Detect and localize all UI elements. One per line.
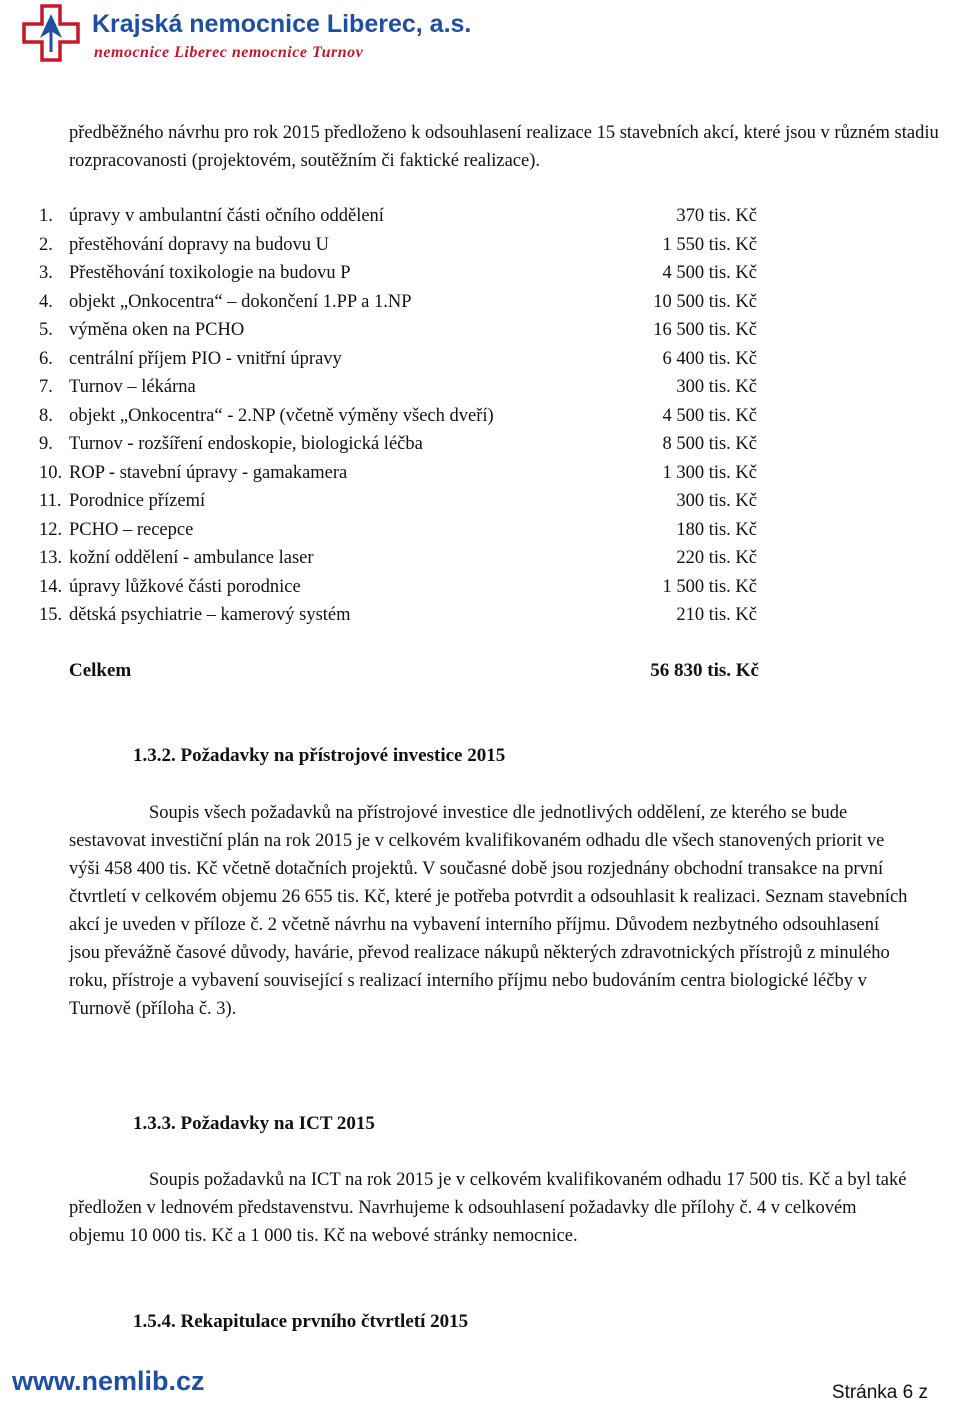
item-number: 4. — [39, 291, 53, 312]
list-item — [39, 345, 799, 374]
item-name: PCHO – recepce — [69, 519, 194, 540]
item-name: Přestěhování toxikologie na budovu P — [69, 263, 351, 283]
item-number: 6. — [39, 348, 53, 369]
item-number: 11. — [39, 491, 62, 511]
section-heading-ict: 1.3.3. Požadavky na ICT 2015 — [133, 1113, 375, 1134]
list-item — [39, 430, 799, 459]
item-number: 12. — [39, 519, 63, 540]
item-name: Turnov – lékárna — [69, 377, 196, 397]
item-amount: 16 500 tis. Kč — [653, 320, 757, 340]
item-name: ROP - stavební úpravy - gamakamera — [69, 462, 348, 483]
item-amount: 300 tis. Kč — [676, 491, 757, 511]
item-number: 8. — [39, 405, 53, 426]
item-name: výměna oken na PCHO — [69, 320, 245, 340]
section-heading-recap: 1.5.4. Rekapitulace prvního čtvrtletí 2015 — [133, 1311, 469, 1332]
page-number: Stránka 6 z — [831, 1382, 928, 1403]
item-amount: 180 tis. Kč — [676, 519, 757, 540]
item-number: 13. — [39, 548, 63, 568]
list-item — [39, 459, 799, 488]
item-name: centrální příjem PIO - vnitřní úpravy — [69, 348, 342, 369]
list-item — [39, 487, 799, 516]
total-label: Celkem — [69, 660, 132, 681]
item-amount: 1 550 tis. Kč — [662, 234, 757, 255]
item-amount: 4 500 tis. Kč — [662, 263, 757, 283]
section-heading-instruments: 1.3.2. Požadavky na přístrojové investice 2015 — [133, 745, 506, 766]
item-amount: 300 tis. Kč — [676, 377, 757, 397]
item-number: 1. — [39, 206, 53, 226]
item-name: úpravy v ambulantní části očního oddělení — [69, 206, 384, 226]
item-number: 10. — [39, 462, 63, 483]
total-row — [69, 657, 759, 685]
item-number: 7. — [39, 377, 53, 397]
section-text-ict: Soupis požadavků na ICT na rok 2015 je v celkovém kvalifikovaném odhadu 17 500 tis. Kč a byl také předložen v lednovém představenstvu. Navrhujeme k odsouhlasení požadavky dle přílohy č. 4 v celkovém objemu 10 000 tis. Kč a 1 000 tis. Kč na webové stránky nemocnice. — [69, 1170, 907, 1246]
medical-cross-icon — [22, 4, 80, 62]
list-item — [39, 516, 799, 545]
projects-list — [39, 202, 799, 630]
item-amount: 210 tis. Kč — [676, 605, 757, 625]
list-item — [39, 202, 799, 231]
item-name: kožní oddělení - ambulance laser — [69, 548, 314, 568]
hospital-logo — [22, 4, 472, 66]
item-number: 15. — [39, 605, 63, 625]
list-item — [39, 288, 799, 317]
item-name: Porodnice přízemí — [69, 491, 206, 511]
item-name: objekt „Onkocentra“ - 2.NP (včetně výměny všech dveří) — [69, 405, 494, 426]
item-amount: 6 400 tis. Kč — [662, 348, 757, 369]
item-amount: 8 500 tis. Kč — [662, 434, 757, 454]
item-amount: 1 500 tis. Kč — [662, 576, 757, 597]
list-item — [39, 373, 799, 402]
list-item — [39, 573, 799, 602]
list-item — [39, 601, 799, 630]
item-number: 5. — [39, 320, 53, 340]
list-item — [39, 316, 799, 345]
list-item — [39, 259, 799, 288]
item-amount: 370 tis. Kč — [676, 206, 757, 226]
hospital-subtitle: nemocnice Liberec nemocnice Turnov — [94, 44, 364, 61]
item-number: 2. — [39, 234, 53, 255]
list-item — [39, 231, 799, 260]
item-name: dětská psychiatrie – kamerový systém — [69, 605, 351, 625]
list-item — [39, 544, 799, 573]
hospital-name: Krajská nemocnice Liberec, a.s. — [92, 10, 472, 38]
item-amount: 1 300 tis. Kč — [662, 462, 757, 483]
item-number: 9. — [39, 434, 53, 454]
item-name: přestěhování dopravy na budovu U — [69, 234, 329, 255]
section-text-instruments: Soupis všech požadavků na přístrojové investice dle jednotlivých oddělení, ze kterého se bude sestavovat investiční plán na rok 2015 je v celkovém kvalifikovaném odhadu dle všech stanovených priorit ve výši 458 400 tis. Kč včetně dotačních projektů. V současné době jsou rozjednány obchodní transakce na první čtvrtletí v celkovém objemu 26 655 tis. Kč, které je potřeba potvrdit a odsouhlasit k realizaci. Seznam stavebních akcí je uveden v příloze č. 2 včetně návrhu na vybavení interního příjmu. Důvodem nezbytného odsouhlasení jsou převážně časové důvody, havárie, převod realizace nákupů některých zdravotnických přístrojů z minulého roku, přístroje a vybavení související s realizací interního příjmu nebo budováním centra biologické léčby v Turnově (příloha č. 3). — [69, 803, 908, 1019]
item-amount: 220 tis. Kč — [676, 548, 757, 568]
item-number: 14. — [39, 576, 63, 597]
intro-paragraph: předběžného návrhu pro rok 2015 předloženo k odsouhlasení realizace 15 stavebních akcí, které jsou v různém stadiu rozpracovanosti (projektovém, soutěžním či faktické realizace). — [69, 123, 939, 171]
total-amount: 56 830 tis. Kč — [650, 660, 759, 681]
item-name: Turnov - rozšíření endoskopie, biologická léčba — [69, 434, 423, 454]
item-number: 3. — [39, 263, 53, 283]
item-amount: 4 500 tis. Kč — [662, 405, 757, 426]
list-item — [39, 402, 799, 431]
item-name: úpravy lůžkové části porodnice — [69, 576, 301, 597]
footer-website-link[interactable]: www.nemlib.cz — [12, 1366, 205, 1396]
item-amount: 10 500 tis. Kč — [653, 291, 757, 312]
item-name: objekt „Onkocentra“ – dokončení 1.PP a 1.NP — [69, 291, 412, 312]
